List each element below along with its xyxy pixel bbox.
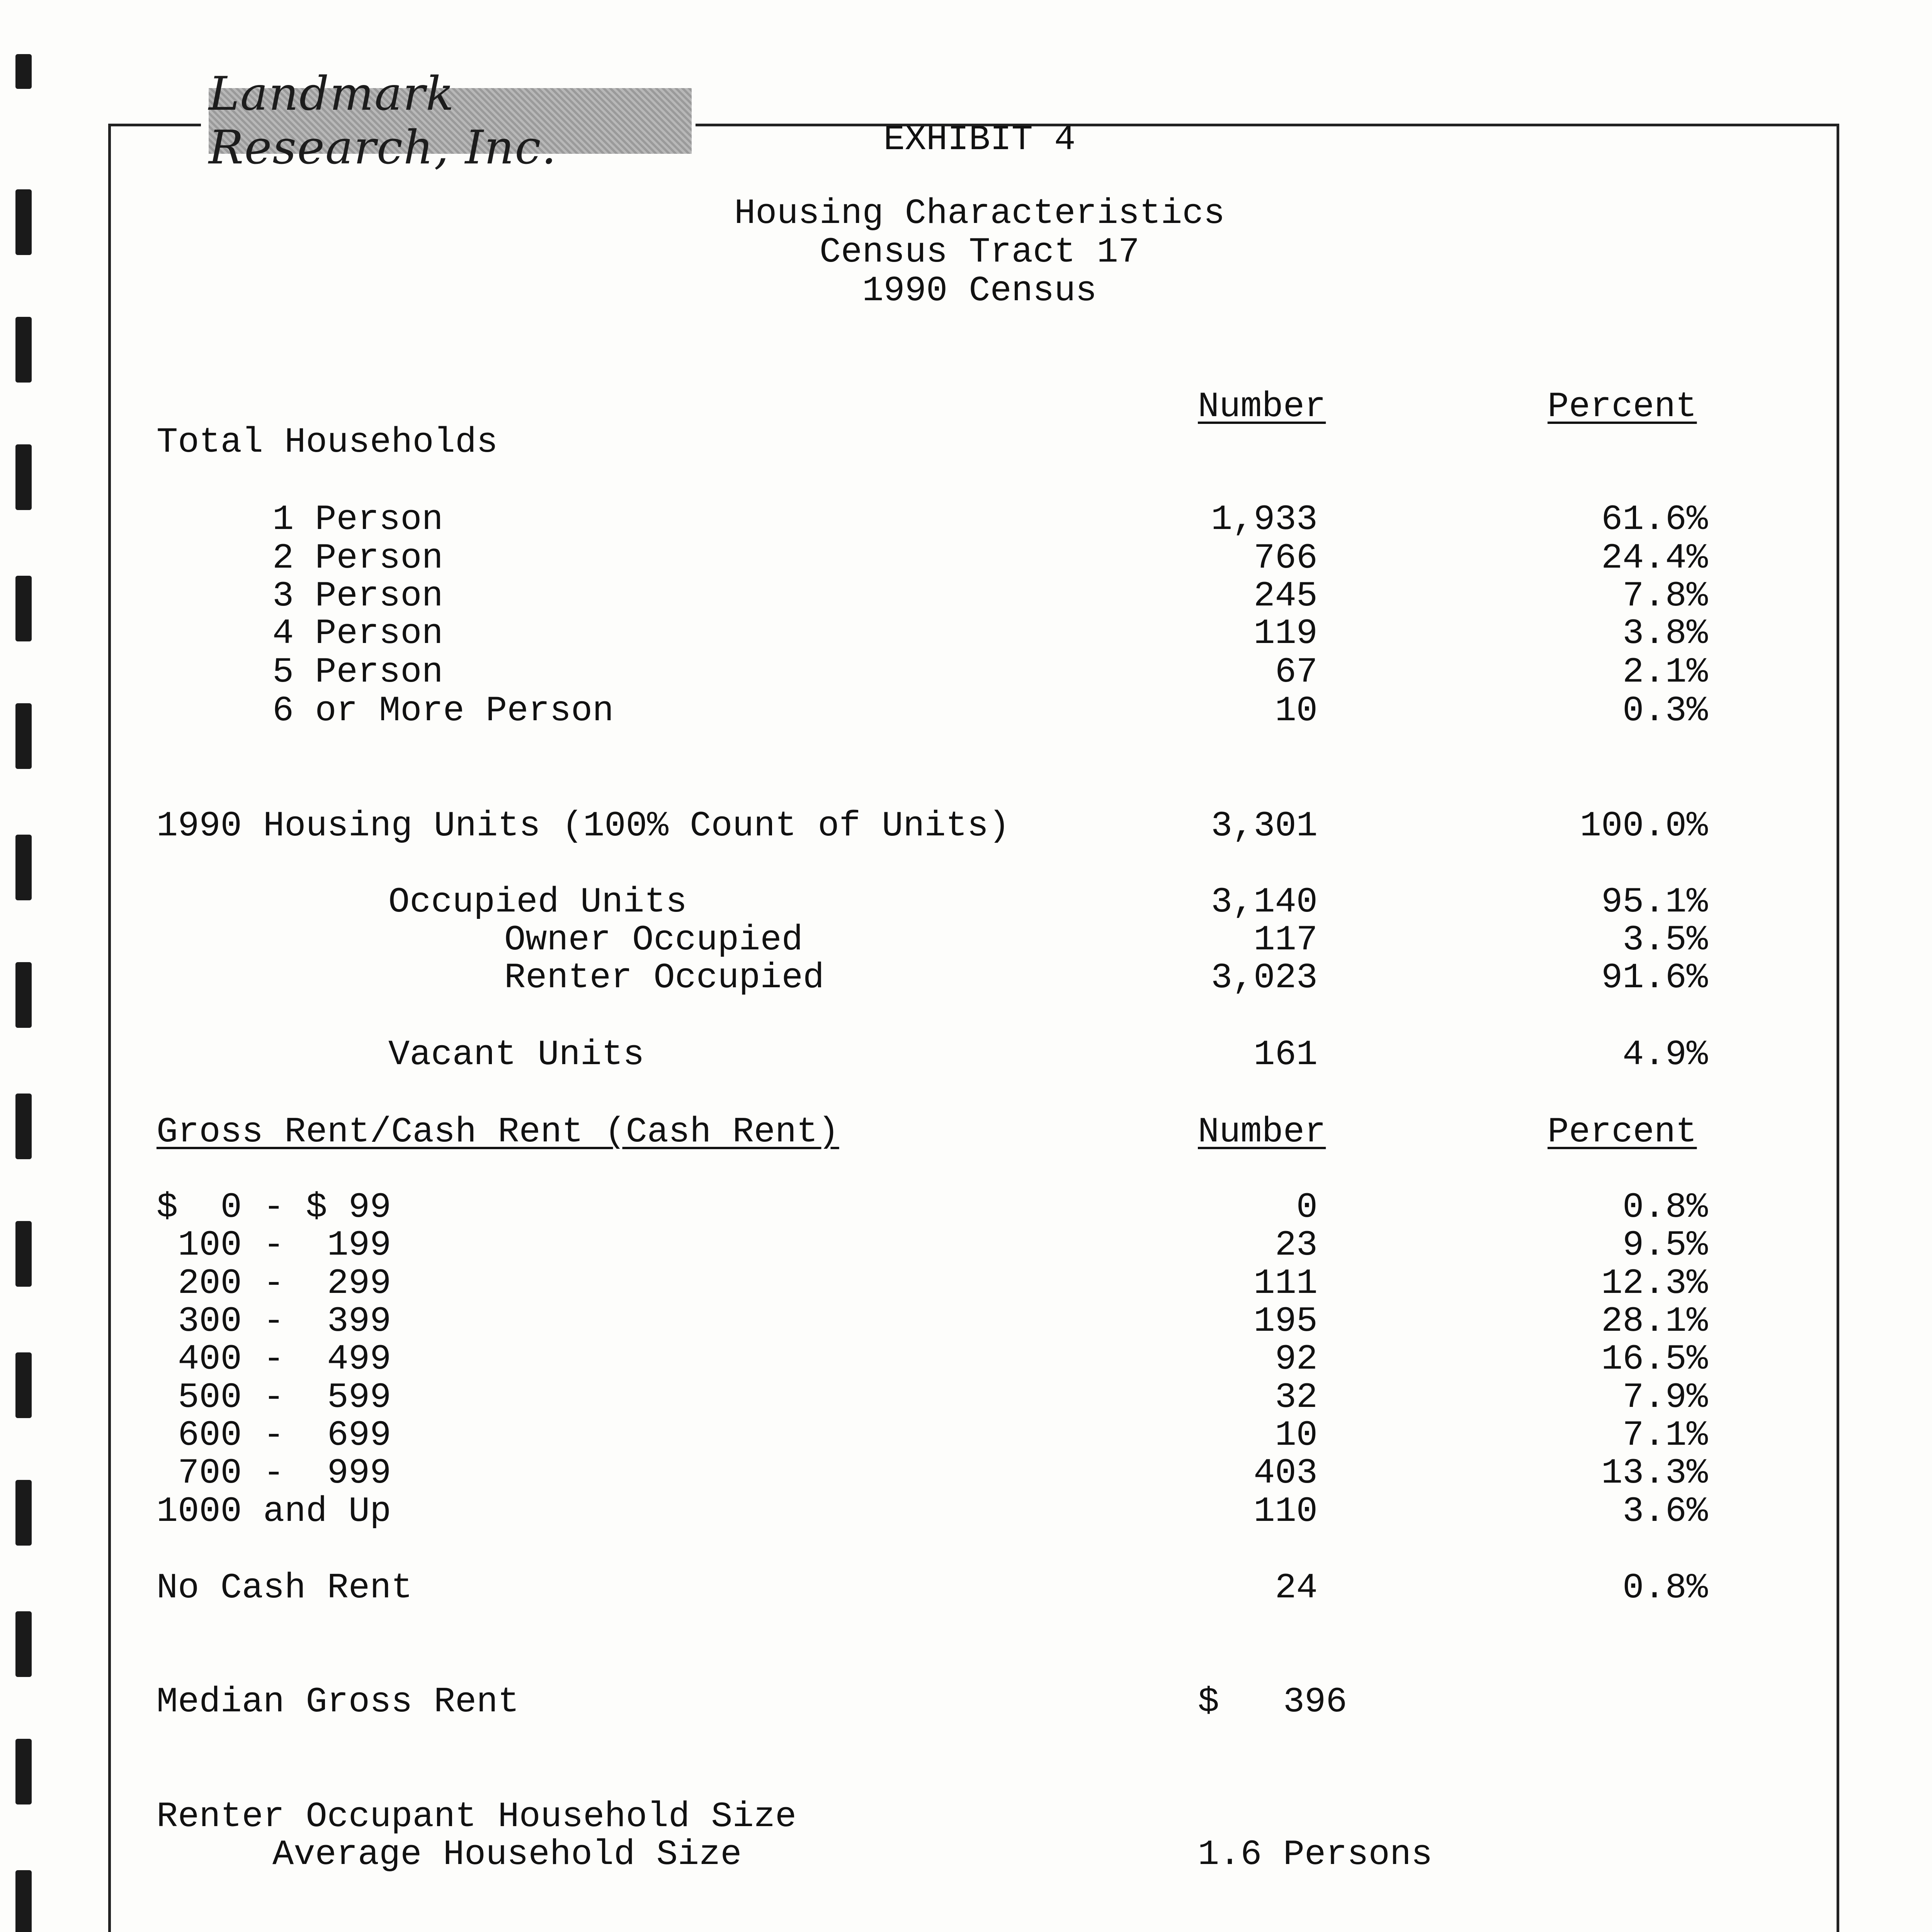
page-subtitle: Census Tract 17 — [819, 232, 1140, 272]
column-header-number: Number — [1198, 386, 1326, 427]
rent-row-number: 111 — [1253, 1263, 1318, 1304]
rent-row-number: 110 — [1253, 1491, 1318, 1532]
rent-row-percent: 9.5% — [1622, 1225, 1708, 1265]
rent-row-label: $ 0 - $ 99 — [156, 1187, 391, 1228]
rent-row-percent: 3.6% — [1622, 1491, 1708, 1532]
page-title: Housing Characteristics — [734, 193, 1225, 234]
page-subtitle: 1990 Census — [862, 270, 1097, 311]
rent-row-number: 23 — [1275, 1225, 1318, 1265]
no-cash-rent-number: 24 — [1275, 1568, 1318, 1608]
binding-mark — [15, 1480, 32, 1546]
owner-occupied-label: Owner Occupied — [504, 920, 803, 960]
household-row-label: 5 Person — [272, 652, 443, 692]
occupied-units-number: 3,140 — [1211, 882, 1318, 922]
avg-household-size-label: Average Household Size — [272, 1834, 742, 1875]
frame-border — [108, 124, 201, 126]
rent-row-label: 400 - 499 — [156, 1339, 391, 1379]
no-cash-rent-label: No Cash Rent — [156, 1568, 413, 1608]
household-row-percent: 3.8% — [1622, 613, 1708, 654]
owner-occupied-percent: 3.5% — [1622, 920, 1708, 960]
binding-mark — [15, 1352, 32, 1418]
logo-text: Landmark Research, Inc. — [209, 67, 557, 175]
rent-row-percent: 28.1% — [1601, 1301, 1708, 1342]
vacant-units-percent: 4.9% — [1622, 1034, 1708, 1075]
vacant-units-number: 161 — [1253, 1034, 1318, 1075]
rent-row-label: 100 - 199 — [156, 1225, 391, 1265]
binding-mark — [15, 317, 32, 383]
rent-row-number: 92 — [1275, 1339, 1318, 1379]
household-row-number: 1,933 — [1211, 499, 1318, 540]
median-gross-rent-value: $ 396 — [1198, 1682, 1347, 1722]
vacant-units-label: Vacant Units — [388, 1034, 645, 1075]
housing-units-label: 1990 Housing Units (100% Count of Units) — [156, 806, 1010, 846]
rent-row-label: 300 - 399 — [156, 1301, 391, 1342]
rent-row-label: 600 - 699 — [156, 1415, 391, 1456]
binding-mark — [15, 1094, 32, 1159]
no-cash-rent-percent: 0.8% — [1622, 1568, 1708, 1608]
household-row-percent: 7.8% — [1622, 576, 1708, 616]
binding-mark — [15, 54, 32, 89]
household-row-label: 4 Person — [272, 613, 443, 654]
rent-row-percent: 16.5% — [1601, 1339, 1708, 1379]
binding-mark — [15, 189, 32, 255]
rent-row-number: 195 — [1253, 1301, 1318, 1342]
rent-row-percent: 12.3% — [1601, 1263, 1708, 1304]
binding-mark — [15, 1221, 32, 1287]
binding-mark — [15, 1611, 32, 1677]
rent-row-number: 32 — [1275, 1377, 1318, 1418]
rent-row-percent: 7.1% — [1622, 1415, 1708, 1456]
household-row-label: 2 Person — [272, 538, 443, 578]
occupied-units-label: Occupied Units — [388, 882, 687, 922]
owner-occupied-number: 117 — [1253, 920, 1318, 960]
household-row-number: 10 — [1275, 690, 1318, 731]
binding-mark — [15, 835, 32, 900]
binding-mark — [15, 1739, 32, 1804]
rent-row-percent: 13.3% — [1601, 1453, 1708, 1493]
rent-row-label: 700 - 999 — [156, 1453, 391, 1493]
rent-row-number: 10 — [1275, 1415, 1318, 1456]
frame-border — [1837, 124, 1839, 1932]
rent-row-label: 200 - 299 — [156, 1263, 391, 1304]
binding-mark — [15, 703, 32, 769]
section-heading: Total Households — [156, 422, 498, 463]
household-row-percent: 2.1% — [1622, 652, 1708, 692]
household-row-label: 6 or More Person — [272, 690, 614, 731]
company-logo — [209, 67, 692, 175]
column-header-number: Number — [1198, 1112, 1326, 1152]
avg-household-size-value: 1.6 Persons — [1198, 1834, 1433, 1875]
binding-mark — [15, 444, 32, 510]
binding-mark — [15, 1870, 32, 1932]
household-row-number: 766 — [1253, 538, 1318, 578]
household-row-label: 3 Person — [272, 576, 443, 616]
rent-row-number: 403 — [1253, 1453, 1318, 1493]
household-size-heading: Renter Occupant Household Size — [156, 1796, 797, 1837]
rent-row-percent: 0.8% — [1622, 1187, 1708, 1228]
renter-occupied-number: 3,023 — [1211, 957, 1318, 998]
housing-units-percent: 100.0% — [1580, 806, 1708, 846]
household-row-number: 67 — [1275, 652, 1318, 692]
binding-mark — [15, 576, 32, 641]
frame-border — [108, 124, 111, 1932]
household-row-percent: 61.6% — [1601, 499, 1708, 540]
renter-occupied-label: Renter Occupied — [504, 957, 825, 998]
household-row-percent: 24.4% — [1601, 538, 1708, 578]
exhibit-label: EXHIBIT 4 — [883, 119, 1076, 160]
column-header-percent: Percent — [1548, 1112, 1697, 1152]
household-row-number: 119 — [1253, 613, 1318, 654]
household-row-label: 1 Person — [272, 499, 443, 540]
housing-units-number: 3,301 — [1211, 806, 1318, 846]
binding-mark — [15, 962, 32, 1028]
section-heading: Gross Rent/Cash Rent (Cash Rent) — [156, 1112, 839, 1152]
rent-row-label: 1000 and Up — [156, 1491, 391, 1532]
renter-occupied-percent: 91.6% — [1601, 957, 1708, 998]
household-row-number: 245 — [1253, 576, 1318, 616]
rent-row-number: 0 — [1296, 1187, 1318, 1228]
median-gross-rent-label: Median Gross Rent — [156, 1682, 519, 1722]
rent-row-label: 500 - 599 — [156, 1377, 391, 1418]
column-header-percent: Percent — [1548, 386, 1697, 427]
household-row-percent: 0.3% — [1622, 690, 1708, 731]
rent-row-percent: 7.9% — [1622, 1377, 1708, 1418]
occupied-units-percent: 95.1% — [1601, 882, 1708, 922]
